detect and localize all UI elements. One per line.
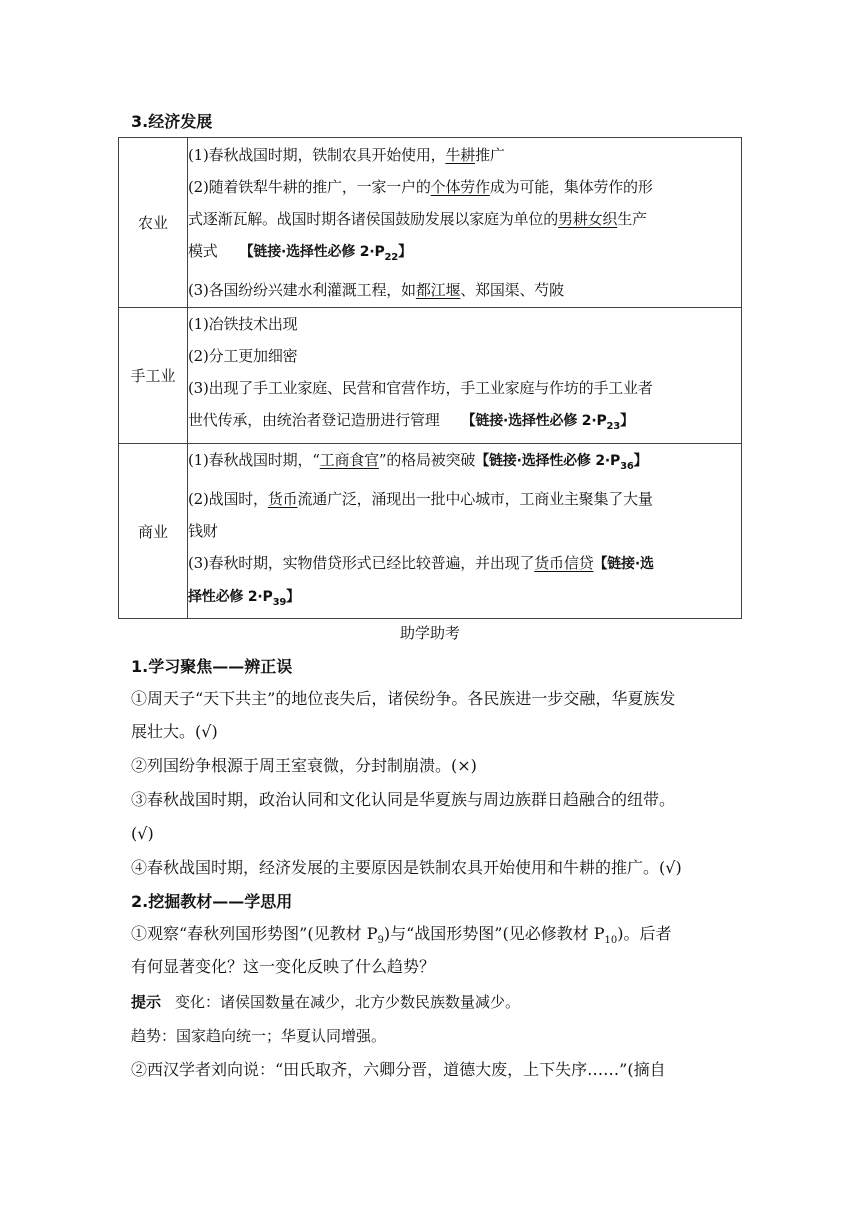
- table-item: (3)出现了手工业家庭、民营和官营作坊，手工业家庭与作坊的手工业者: [188, 379, 653, 397]
- sec1-line: (√): [131, 824, 154, 843]
- sec2-question-2: ②西汉学者刘向说：“田氏取齐，六卿分晋，道德大废，上下失序……”(摘自: [131, 1060, 666, 1079]
- hint-line-2: 趋势：国家趋向统一；华夏认同增强。: [131, 1027, 387, 1045]
- table-item: (3)各国纷纷兴建水利灌溉工程，如都江堰、郑国渠、芍陂: [188, 280, 564, 299]
- hint-line: 提示 变化：诸侯国数量在减少，北方少数民族数量减少。: [131, 993, 521, 1011]
- row-label-commerce: 商业: [119, 443, 188, 619]
- table-item: (2)分工更加细密: [188, 347, 298, 365]
- textbook-link: 【链接·选择性必修 $2\cdot P_{22}$】: [239, 244, 412, 263]
- row-content-agriculture: [188, 138, 742, 308]
- table-item: 钱财: [188, 521, 218, 540]
- economy-table: [118, 137, 742, 619]
- section-title: 3.经济发展: [131, 112, 213, 131]
- sec2-question-1-cont: 有何显著变化？这一变化反映了什么趋势？: [131, 957, 436, 976]
- table-row-commerce: [119, 443, 742, 619]
- textbook-link: 【链接·选择性必修 $2\cdot P_{36}$】: [475, 452, 648, 472]
- table-item: (1)春秋战国时期，“工商食官”的格局被突破【链接·选择性必修 $2\cdot P_{36}$】: [188, 450, 648, 472]
- table-row-handicraft: [119, 308, 742, 444]
- row-label-handicraft: 手工业: [119, 308, 188, 444]
- helper-title: 助学助考: [399, 624, 460, 642]
- sec1-line: ①周天子“天下共主”的地位丧失后，诸侯纷争。各民族进一步交融，华夏族发: [131, 689, 676, 708]
- table-item: (3)春秋时期，实物借贷形式已经比较普遍，并出现了货币信贷【链接·选: [188, 553, 654, 572]
- textbook-link: 【链接·选: [593, 555, 654, 572]
- row-label-agriculture: 农业: [119, 138, 188, 308]
- table-item: 式逐渐瓦解。战国时期各诸侯国鼓励发展以家庭为单位的男耕女织生产: [188, 210, 647, 229]
- table-item: (1)冶铁技术出现: [188, 315, 298, 333]
- row-content-handicraft: [188, 308, 742, 444]
- table-item: (2)战国时，货币流通广泛，涌现出一批中心城市，工商业主聚集了大量: [188, 489, 653, 508]
- table-item: [188, 580, 741, 619]
- table-row-agriculture: [119, 138, 742, 308]
- sec1-line: ④春秋战国时期，经济发展的主要原因是铁制农具开始使用和牛耕的推广。(√): [131, 858, 682, 877]
- table-item: 模式 【链接·选择性必修 $2\cdot P_{22}$】: [188, 242, 412, 263]
- sec1-line: 展壮大。(√): [131, 722, 218, 741]
- table-item: 世代传承，由统治者登记造册进行管理 【链接·选择性必修 $2\cdot P_{23}$】: [188, 411, 634, 432]
- table-item: (2)随着铁犁牛耕的推广，一家一户的个体劳作成为可能，集体劳作的形: [188, 178, 653, 197]
- textbook-link: 【链接·选择性必修 $2\cdot P_{23}$】: [461, 413, 634, 432]
- sec2-title: 2.挖掘教材——学思用: [131, 892, 293, 911]
- table-item: (1)春秋战国时期，铁制农具开始使用，牛耕推广: [188, 146, 505, 165]
- sec1-title: 1.学习聚焦——辨正误: [131, 657, 293, 676]
- sec2-question-1: ①观察“春秋列国形势图”(见教材 $P_9$)与“战国形势图”(见必修教材 $P_{10}$)。后者: [131, 924, 672, 947]
- sec1-line: ③春秋战国时期，政治认同和文化认同是华夏族与周边族群日趋融合的纽带。: [131, 790, 676, 809]
- textbook-link: 择性必修 $2\cdot P_{39}$】: [188, 588, 300, 608]
- row-content-commerce: [188, 443, 742, 619]
- hint-label: 提示: [131, 993, 162, 1011]
- sec1-line: ②列国纷争根源于周王室衰微，分封制崩溃。(×): [131, 756, 477, 775]
